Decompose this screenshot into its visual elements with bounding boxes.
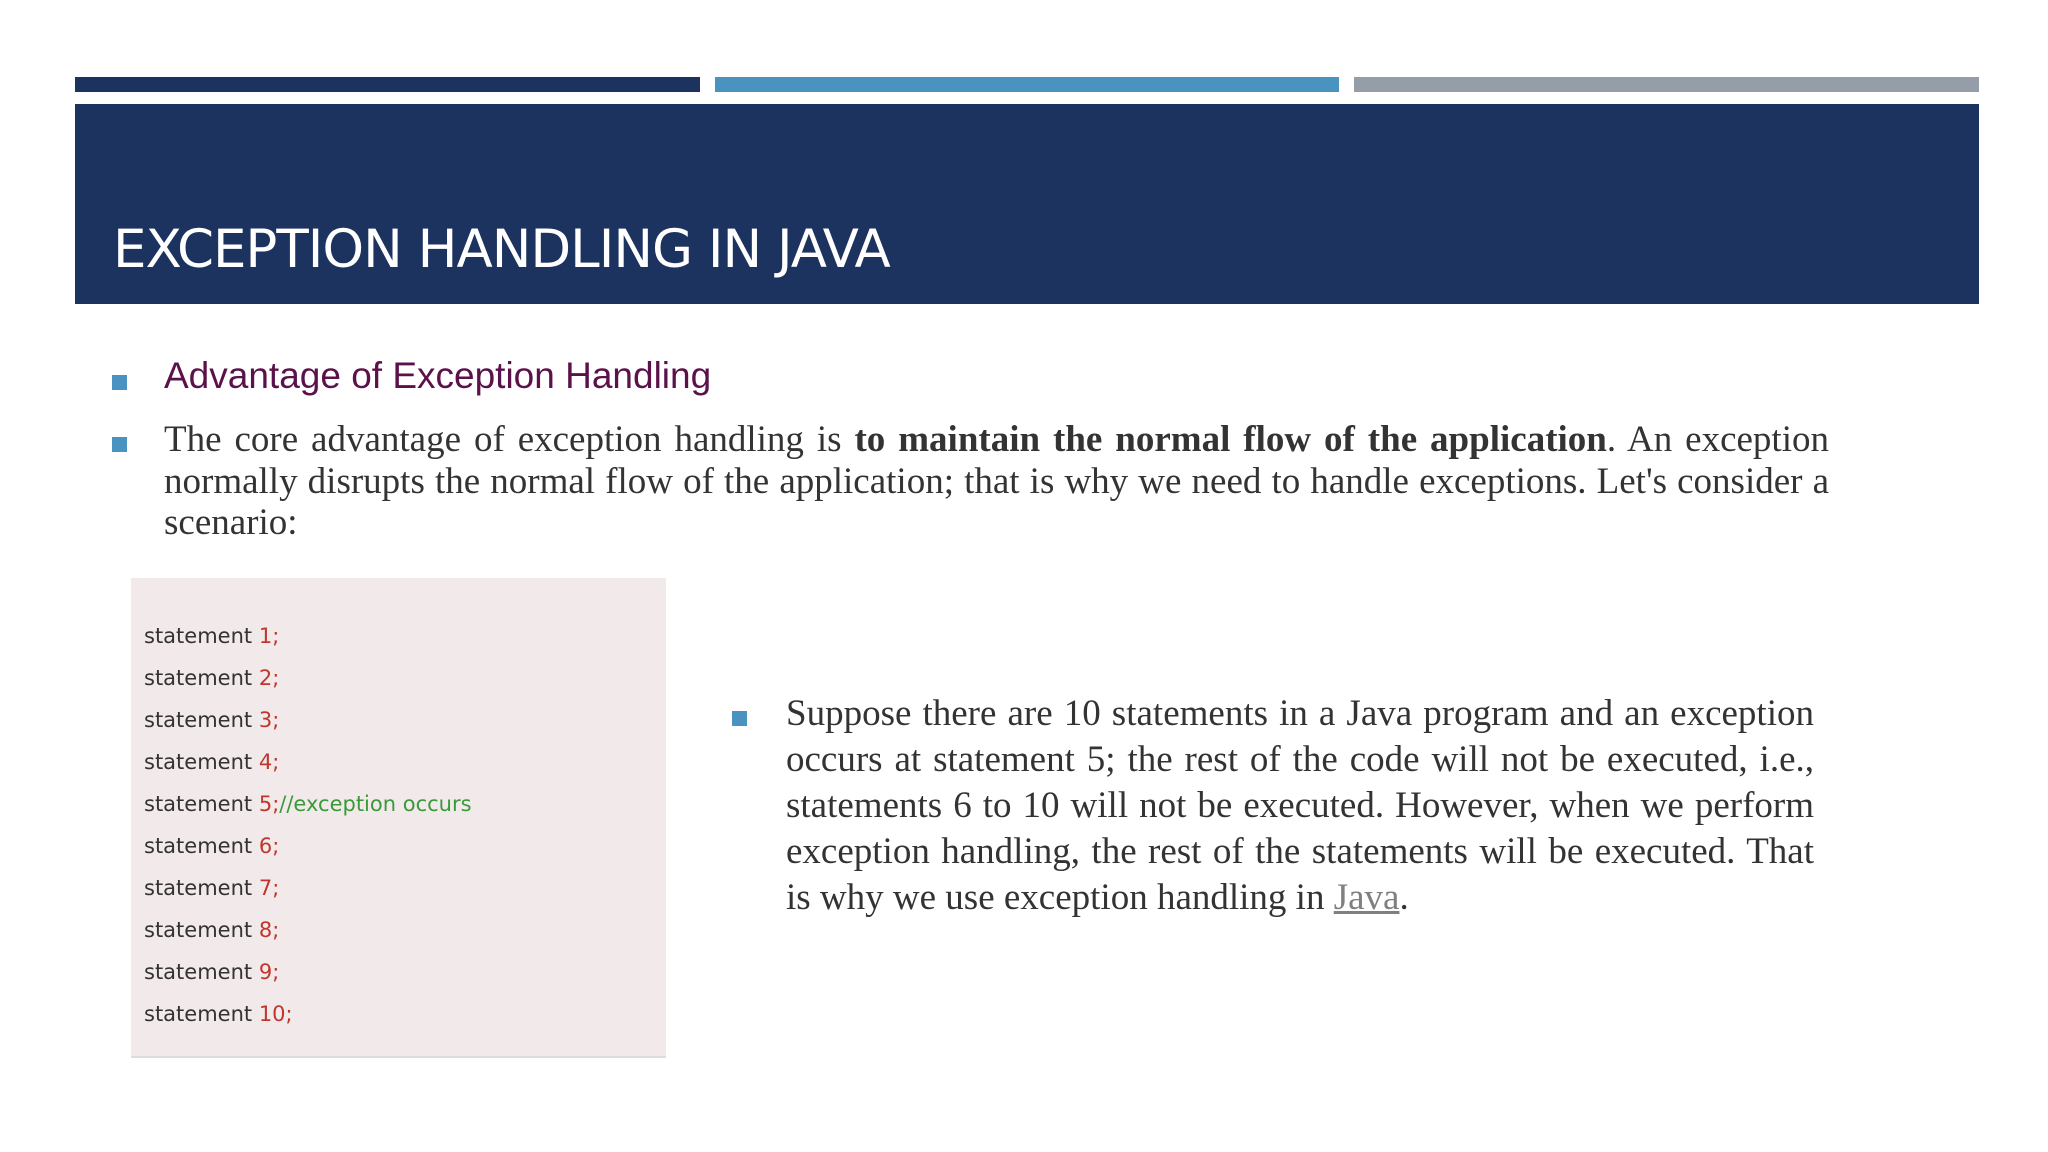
code-terminator: ; [272, 792, 280, 816]
code-terminator: ; [272, 708, 280, 732]
intro-text-start: The core advantage of exception handling is [164, 419, 855, 460]
section-heading: Advantage of Exception Handling [164, 355, 712, 396]
code-line [144, 783, 666, 825]
code-number: 2 [258, 666, 273, 690]
code-line [144, 951, 666, 993]
code-number: 9 [258, 960, 273, 984]
code-terminator: ; [272, 876, 280, 900]
code-keyword: statement [144, 624, 253, 648]
code-line [144, 825, 666, 867]
scenario-paragraph [786, 691, 1814, 921]
code-number: 5 [258, 792, 273, 816]
code-line [144, 657, 666, 699]
code-number: 6 [258, 834, 273, 858]
code-line [144, 615, 666, 657]
code-number: 1 [258, 624, 273, 648]
title-band [75, 104, 1979, 304]
code-line [144, 993, 666, 1035]
code-terminator: ; [272, 624, 280, 648]
accent-stripe-blue [715, 77, 1339, 92]
code-line [144, 867, 666, 909]
code-terminator: ; [272, 750, 280, 774]
code-number: 7 [258, 876, 273, 900]
code-number: 8 [258, 918, 273, 942]
code-terminator: ; [272, 918, 280, 942]
intro-paragraph [164, 419, 1829, 544]
accent-stripe-gray [1354, 77, 1979, 92]
code-keyword: statement [144, 792, 253, 816]
code-line [144, 741, 666, 783]
scenario-text-end: . [1399, 877, 1409, 918]
code-keyword: statement [144, 1002, 253, 1026]
code-terminator: ; [272, 960, 280, 984]
accent-stripe-navy [75, 77, 700, 92]
code-comment: //exception occurs [279, 792, 472, 816]
square-bullet-icon [112, 437, 127, 452]
code-keyword: statement [144, 750, 253, 774]
code-keyword: statement [144, 918, 253, 942]
code-keyword: statement [144, 876, 253, 900]
code-number: 10 [258, 1002, 286, 1026]
intro-text-bold: to maintain the normal flow of the application [854, 419, 1607, 460]
code-keyword: statement [144, 666, 253, 690]
code-terminator: ; [272, 666, 280, 690]
code-keyword: statement [144, 834, 253, 858]
square-bullet-icon [112, 375, 127, 390]
code-keyword: statement [144, 960, 253, 984]
code-number: 4 [258, 750, 273, 774]
scenario-text: Suppose there are 10 statements in a Java program and an exception occurs at statement 5; the rest of the code will not be executed, i.e., statements 6 to 10 will not be executed. However, when we perform exception handling, the rest of the statements will be executed. That is why we use exception handling in [786, 693, 1814, 918]
intro-text-end: . An exception normally disrupts the normal flow of the application; that is why we need to handle exceptions. Let's consider a scenario: [164, 419, 1829, 543]
java-link[interactable]: Java [1333, 877, 1400, 918]
code-line [144, 699, 666, 741]
code-line [144, 909, 666, 951]
code-terminator: ; [272, 834, 280, 858]
code-example-box [131, 578, 666, 1058]
code-keyword: statement [144, 708, 253, 732]
code-number: 3 [258, 708, 273, 732]
square-bullet-icon [732, 711, 747, 726]
slide-title: EXCEPTION HANDLING IN JAVA [113, 219, 890, 280]
code-terminator: ; [285, 1002, 293, 1026]
